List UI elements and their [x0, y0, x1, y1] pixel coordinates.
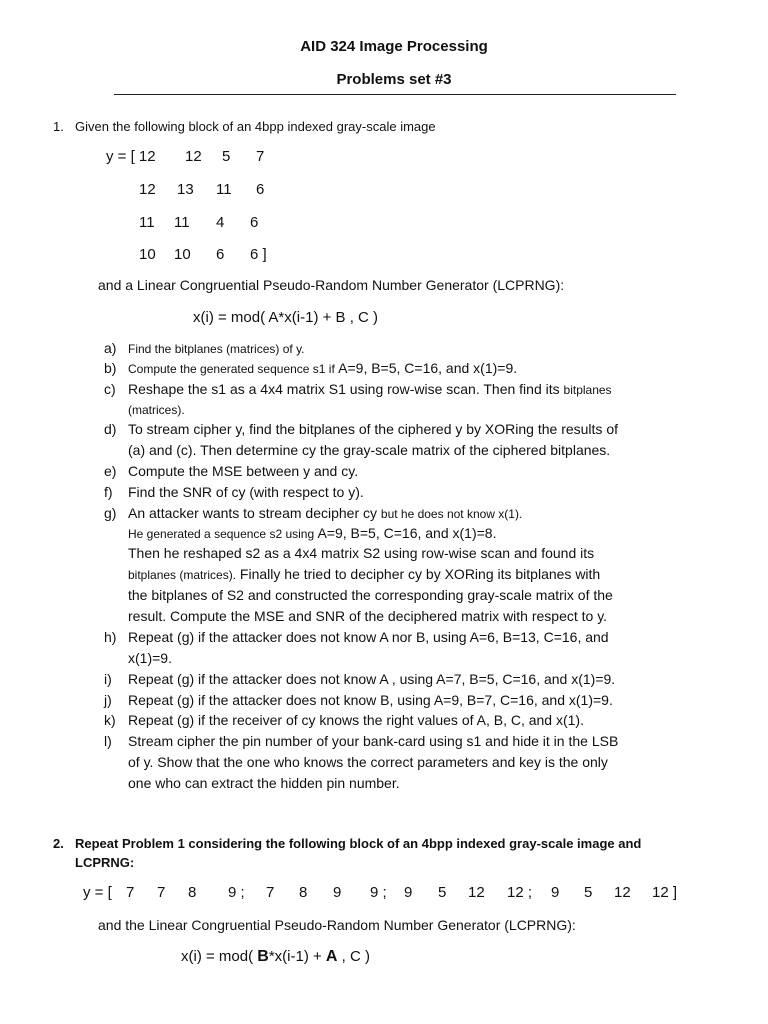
problem-2-number: 2. — [53, 836, 64, 851]
lcprng-text: and a Linear Congruential Pseudo-Random Number Generator (LCPRNG): — [98, 277, 565, 293]
item-line — [128, 360, 517, 376]
item-text-part: bitplanes — [563, 383, 612, 397]
formula-part-bold-b: B — [257, 948, 269, 965]
item-text-part: Stream cipher the pin number of your bank-card using s1 and hide it in the LSB — [128, 733, 619, 749]
item-line — [128, 712, 584, 728]
item-line — [128, 608, 607, 624]
problem-2-line-2: LCPRNG: — [75, 855, 135, 870]
item-text-part: (matrices). — [128, 403, 185, 417]
item-text-part: Then he reshaped s2 as a 4x4 matrix S2 using row-wise scan and found its — [128, 545, 595, 561]
vector-token: 9 — [551, 884, 560, 901]
vector-token: 7 — [266, 884, 275, 901]
item-line — [128, 401, 185, 417]
matrix-row — [0, 148, 768, 168]
item-line — [128, 754, 608, 770]
vector-token: y = [ — [83, 884, 112, 901]
item-line — [128, 671, 615, 687]
item-line — [128, 587, 613, 603]
item-letter: j) — [104, 692, 112, 708]
matrix-cell: y = [ 12 — [106, 148, 156, 165]
item-line — [128, 463, 358, 479]
vector-token: 5 — [438, 884, 447, 901]
matrix-cell: 6 — [216, 246, 225, 263]
item-line — [128, 566, 600, 582]
item-line — [128, 733, 618, 749]
item-line — [128, 340, 305, 356]
vector-token: 7 — [126, 884, 135, 901]
matrix-row — [0, 214, 768, 234]
matrix-cell: 5 — [222, 148, 231, 165]
vector-token: 7 — [157, 884, 166, 901]
problem-1-number: 1. — [53, 119, 64, 134]
page-subtitle: Problems set #3 — [336, 71, 452, 88]
matrix-cell: 4 — [216, 214, 225, 231]
formula-part: x(i) = mod( — [181, 948, 258, 965]
matrix-cell: 12 — [185, 148, 202, 165]
lcprng-formula: x(i) = mod( A*x(i-1) + B , C ) — [193, 309, 379, 326]
item-letter: l) — [104, 733, 112, 749]
title-rule — [114, 94, 676, 95]
matrix-cell: 7 — [256, 148, 265, 165]
matrix-cell: 10 — [174, 246, 191, 263]
item-text-part: Compute the MSE between y and cy. — [128, 463, 359, 479]
item-line — [128, 692, 613, 708]
item-text-part: one who can extract the hidden pin number. — [128, 775, 400, 791]
problem-1-intro: Given the following block of an 4bpp indexed gray-scale image — [75, 119, 436, 134]
item-line — [128, 381, 612, 397]
item-text-part: Repeat (g) if the attacker does not know A , using A=7, B=5, C=16, and x(1)=9. — [128, 671, 616, 687]
formula-part: , C ) — [337, 948, 370, 965]
matrix-cell: 11 — [139, 214, 155, 231]
item-text-part: A=9, B=5, C=16, and x(1)=8. — [317, 525, 497, 541]
item-letter: b) — [104, 360, 117, 376]
lcprng-text-2: and the Linear Congruential Pseudo-Random Number Generator (LCPRNG): — [98, 917, 576, 933]
vector-token: 9 ; — [228, 884, 245, 901]
vector-token: 8 — [299, 884, 308, 901]
item-line — [128, 505, 522, 521]
item-text-part: x(1)=9. — [128, 650, 172, 666]
matrix-cell: 6 — [256, 181, 265, 198]
item-letter: d) — [104, 421, 117, 437]
item-letter: f) — [104, 484, 113, 500]
item-line — [128, 545, 594, 561]
item-text-part: Reshape the s1 as a 4x4 matrix S1 using row-wise scan. Then find its — [128, 381, 564, 397]
formula-part: *x(i-1) + — [268, 948, 326, 965]
item-text-part: Finally he tried to decipher cy by XORing its bitplanes with — [236, 566, 601, 582]
item-letter: c) — [104, 381, 116, 397]
vector-token: 5 — [584, 884, 593, 901]
item-text-part: Repeat (g) if the receiver of cy knows the right values of A, B, C, and x(1). — [128, 712, 584, 728]
matrix-cell: 11 — [216, 181, 232, 198]
item-text-part: A=9, B=5, C=16, and x(1)=9. — [338, 360, 518, 376]
item-text-part: of y. Show that the one who knows the correct parameters and key is the only — [128, 754, 608, 770]
formula-part-bold-a: A — [325, 948, 338, 965]
item-line — [128, 775, 400, 791]
item-text-part: An attacker wants to stream decipher cy — [128, 505, 381, 521]
matrix-cell: 10 — [139, 246, 156, 263]
item-line — [128, 484, 364, 500]
item-letter: h) — [104, 629, 117, 645]
item-letter: i) — [104, 671, 112, 687]
vector-row — [0, 884, 768, 904]
item-text-part: To stream cipher y, find the bitplanes of the ciphered y by XORing the results of — [128, 421, 618, 437]
item-line — [128, 421, 618, 437]
matrix-cell: 6 ] — [250, 246, 267, 263]
item-text-part: Repeat (g) if the attacker does not know B, using A=9, B=7, C=16, and x(1)=9. — [128, 692, 613, 708]
problem-2-line-1: Repeat Problem 1 considering the following block of an 4bpp indexed gray-scale image and — [75, 836, 642, 851]
matrix-cell: 13 — [177, 181, 194, 198]
item-letter: e) — [104, 463, 117, 479]
vector-token: 9 — [404, 884, 413, 901]
vector-token: 8 — [188, 884, 197, 901]
vector-token: 12 — [614, 884, 631, 901]
item-letter: k) — [104, 712, 116, 728]
item-text-part: Find the bitplanes (matrices) of y. — [128, 342, 305, 356]
vector-token: 9 — [333, 884, 342, 901]
item-text-part: (a) and (c). Then determine cy the gray-scale matrix of the ciphered bitplanes. — [128, 442, 611, 458]
page-title: AID 324 Image Processing — [300, 38, 488, 55]
item-line — [128, 650, 172, 666]
vector-token: 12 ; — [507, 884, 533, 901]
item-text-part: the bitplanes of S2 and constructed the corresponding gray-scale matrix of the — [128, 587, 613, 603]
item-text-part: Find the SNR of cy (with respect to y). — [128, 484, 364, 500]
item-letter: a) — [104, 340, 117, 356]
item-text-part: Repeat (g) if the attacker does not know A nor B, using A=6, B=13, C=16, and — [128, 629, 609, 645]
matrix-row — [0, 181, 768, 201]
item-line — [128, 525, 496, 541]
matrix-cell: 6 — [250, 214, 259, 231]
item-text-part: result. Compute the MSE and SNR of the deciphered matrix with respect to y. — [128, 608, 608, 624]
matrix-cell: 11 — [174, 214, 190, 231]
vector-token: 12 ] — [652, 884, 678, 901]
vector-token: 9 ; — [370, 884, 387, 901]
item-text-part: bitplanes (matrices). — [128, 568, 237, 582]
item-letter: g) — [104, 505, 117, 521]
item-line — [128, 629, 609, 645]
matrix-row — [0, 246, 768, 266]
item-line — [128, 442, 610, 458]
item-text-part: He generated a sequence s2 using — [128, 527, 318, 541]
matrix-cell: 12 — [139, 181, 156, 198]
lcprng-formula-2 — [181, 948, 370, 966]
item-text-part: but he does not know x(1). — [380, 507, 523, 521]
vector-token: 12 — [468, 884, 485, 901]
item-text-part: Compute the generated sequence s1 if — [128, 362, 339, 376]
